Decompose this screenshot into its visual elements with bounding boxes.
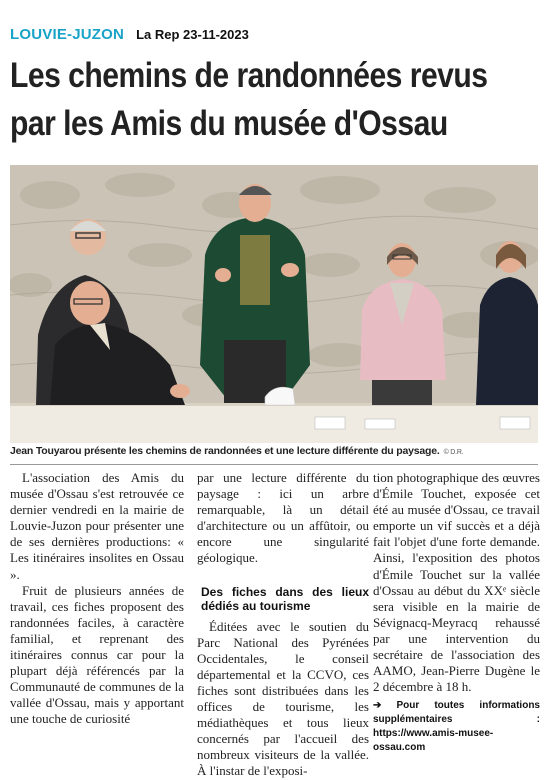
paragraph: Fruit de plusieurs années de travail, ces fiches proposent des randonnées faciles, à caractère familial, et reprenant des itinéraires connus car pour la plupart déjà référencés par la Communauté de communes de la vallée d'Ossau, mais y apportant une touche de curiosité xyxy=(10,582,184,727)
info-text: Pour toutes informations supplémentaires : https://www.amis-musee-ossau.com xyxy=(373,700,540,754)
caption-divider xyxy=(10,464,538,465)
title-line-1: Les chemins de randonnées revus xyxy=(10,56,488,95)
photo-caption xyxy=(10,445,538,457)
title-line-2: par les Amis du musée d'Ossau xyxy=(10,104,448,143)
photo-credit: © D.R. xyxy=(443,449,464,456)
arrow-icon: ➔ xyxy=(373,700,382,712)
paragraph: par une lecture différente du paysage : ici un arbre remarquable, là un détail d'architecture ou un affûtoir, ou encore une singularité géologique. xyxy=(197,470,369,566)
article-column-2 xyxy=(197,470,369,780)
source-date: La Rep 23-11-2023 xyxy=(136,26,249,42)
article-photo xyxy=(10,165,538,443)
paragraph: L'association des Amis du musée d'Ossau s'est retrouvée ce dernier vendredi en la mairie de Louvie-Juzon pour présenter une de ses dernières productions: « Les itinéraires insolites en Ossau ». xyxy=(10,470,184,582)
photo-illustration xyxy=(10,165,538,443)
caption-text: Jean Touyarou présente les chemins de randonnées et une lecture différente du paysage. xyxy=(10,445,440,457)
paragraph: Éditées avec le soutien du Parc National des Pyrénées Occidentales, le conseil départemental et la CCVO, ces fiches sont distribuées dans les offices de tourisme, les médiathèques et tous lieux concernés par l'accueil des nombreux visiteurs de la vallée. À l'instar de l'exposi- xyxy=(197,618,369,779)
town-label: LOUVIE-JUZON xyxy=(10,25,125,43)
subheading: Des fiches dans des lieux dédiés au tourisme xyxy=(201,584,369,613)
article-column-1 xyxy=(10,470,184,728)
article-column-3 xyxy=(373,470,540,755)
article-header xyxy=(10,24,249,44)
info-note xyxy=(373,699,540,755)
paragraph: tion photographique des œuvres d'Émile Touchet, exposée cet été au musée d'Ossau, ce travail emporte un vif succès et a déjà fait l'objet d'une forte demande. Ainsi, l'exposition des photos d'Émile Touchet sur la vallée d'Ossau au début du XXᵉ siècle sera visible en la mairie de Sévignacq-Meyracq rehaussé par une intervention du secrétaire de l'association des AAMO, Jean-Pierre Dugène le 2 décembre à 18 h. xyxy=(373,470,540,695)
article-title xyxy=(10,52,539,148)
